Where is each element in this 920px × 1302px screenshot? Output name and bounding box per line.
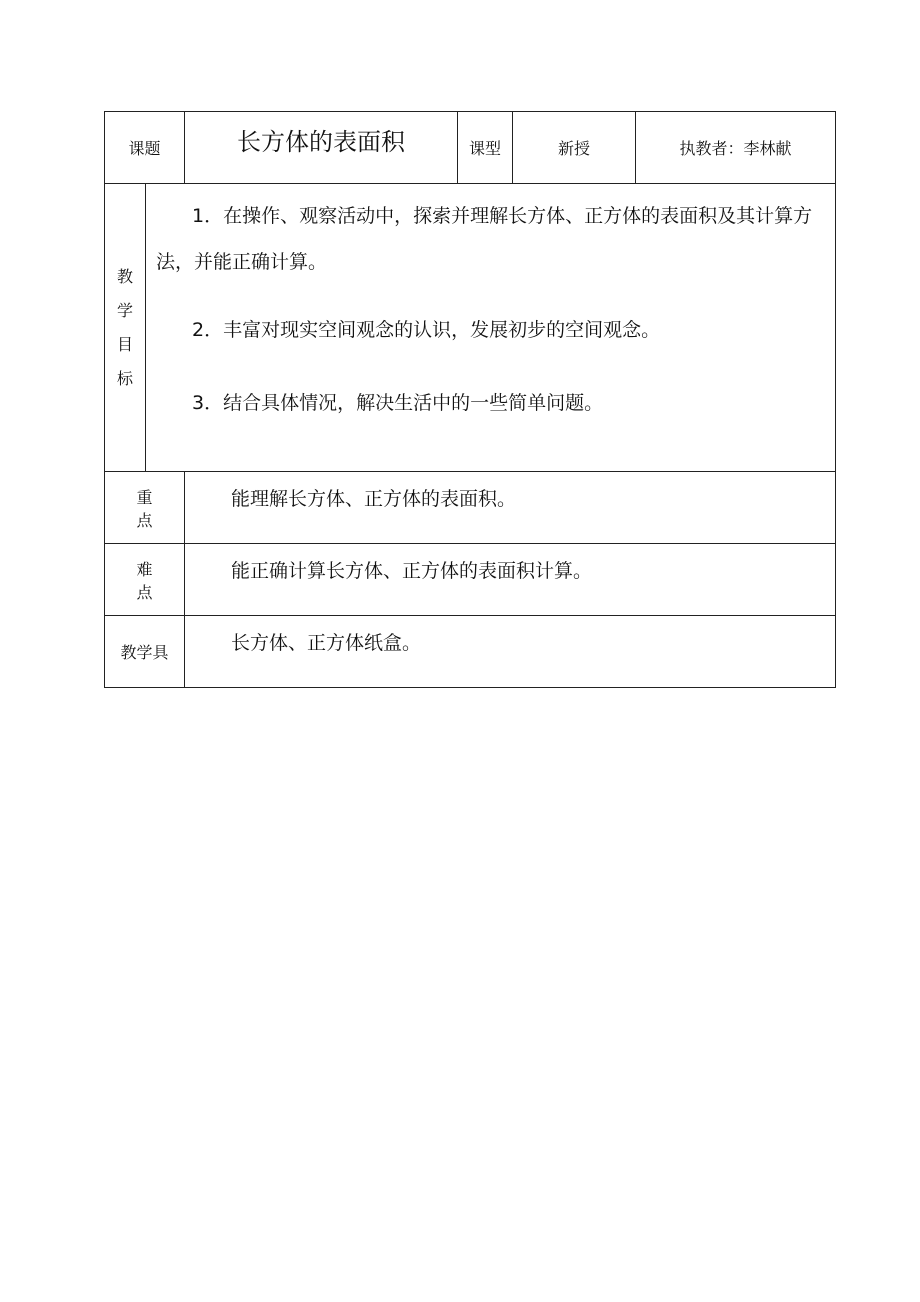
difficulty-content [185,544,836,616]
topic-label: 课题 [105,112,185,184]
difficulty-row [105,544,836,616]
type-label: 课型 [458,112,513,184]
topic-title-cell [185,112,458,184]
difficulty-label: 难点 [105,544,185,616]
type-value: 新授 [513,112,636,184]
difficulty-text: 能正确计算长方体、正方体的表面积计算。 [231,560,593,582]
teaching-aids-content [185,616,836,688]
teacher: 执教者：李林献 [636,112,836,184]
teaching-aids-label: 教学具 [105,616,185,688]
objectives-content [146,184,836,472]
key-point-row [105,472,836,544]
teaching-aids-row [105,616,836,688]
key-point-text: 能理解长方体、正方体的表面积。 [231,488,517,510]
topic-title: 长方体的表面积 [237,128,406,156]
key-point-content [185,472,836,544]
objectives-label [105,184,146,472]
header-row [105,112,836,184]
objectives-label-char: 标 [116,368,133,388]
objective-item: 1．在操作、观察活动中，探索并理解长方体、正方体的表面积及其计算方法，并能正确计算。 [156,205,813,273]
lesson-plan-table [104,111,836,688]
key-point-label: 重点 [105,472,185,544]
objectives-label-char: 教 [116,266,133,286]
objective-item: 2．丰富对现实空间观念的认识，发展初步的空间观念。 [192,319,661,341]
objective-item: 3．结合具体情况，解决生活中的一些简单问题。 [192,392,604,414]
objectives-label-char: 目 [116,334,133,354]
objectives-label-char: 学 [116,300,133,320]
objectives-row [105,184,836,472]
teaching-aids-text: 长方体、正方体纸盒。 [231,632,422,654]
